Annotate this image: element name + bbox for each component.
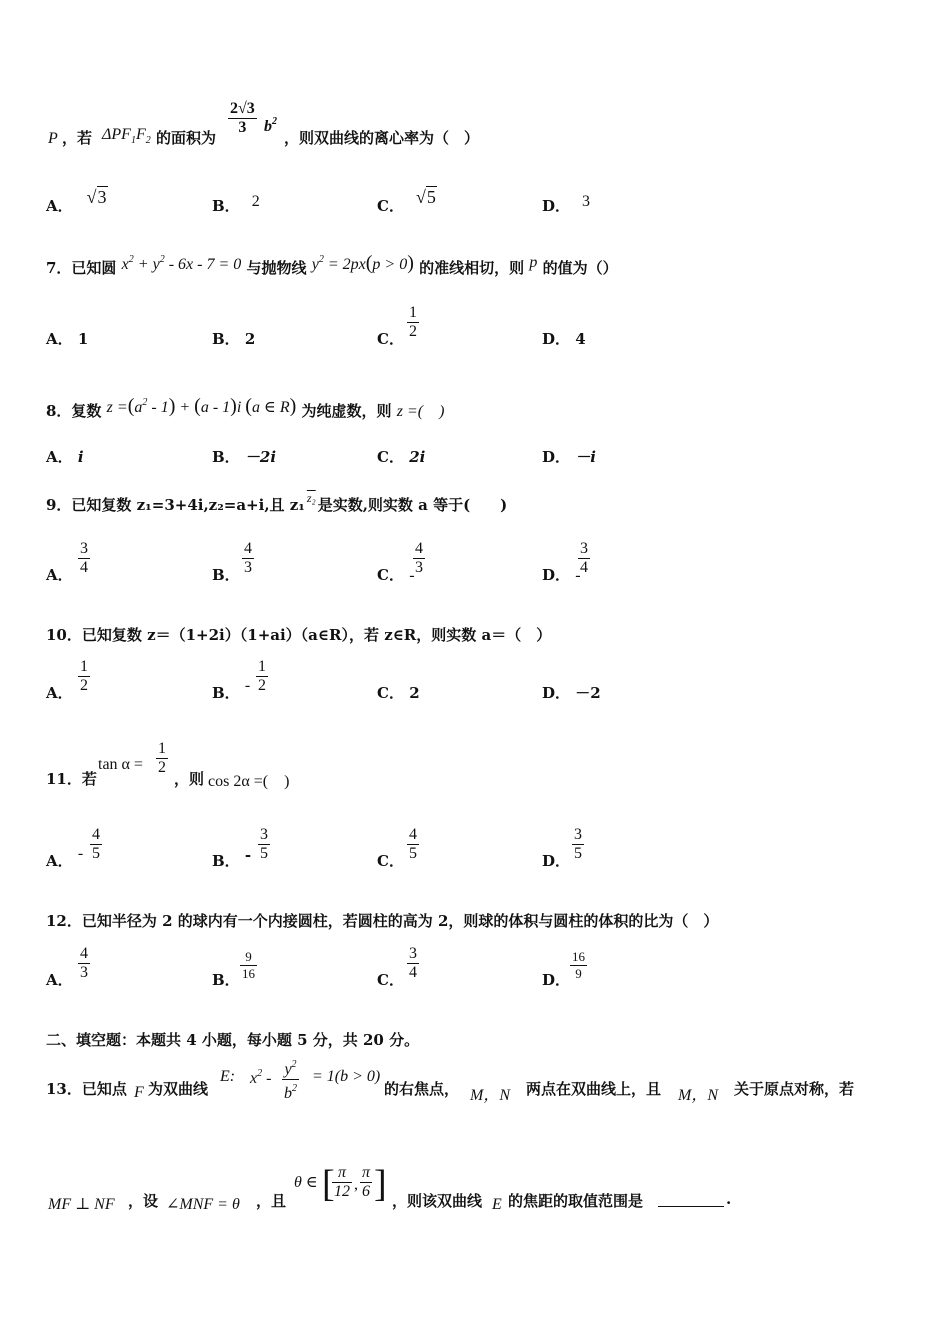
q7-option-c[interactable]: C． $\frac{1}{2}$ bbox=[377, 304, 417, 348]
section-2-heading: 二、填空题：本题共 4 小题，每小题 5 分，共 20 分。 bbox=[46, 1031, 420, 1049]
q11-option-b[interactable]: B． - $\frac{3}{5}$ bbox=[212, 826, 268, 870]
q9-option-b[interactable]: B． $\frac{4}{3}$ bbox=[212, 540, 252, 584]
q10-option-b[interactable]: B． - $\frac{1}{2}$ bbox=[212, 658, 266, 702]
q12-option-c[interactable]: C． $\frac{3}{4}$ bbox=[377, 945, 417, 989]
q10-stem: 10．已知复数 z＝（1+2i）（1+ai）（a∈R），若 z∈R，则实数 a＝（ ） bbox=[46, 626, 552, 644]
q10-option-a[interactable]: A． $\frac{1}{2}$ bbox=[46, 658, 88, 702]
q7-stem: 7．已知圆 $x^2 + y^2 - 6x - 7 = 0$ 与抛物线 $y^2 = 2px(p > 0)$ 的准线相切，则 p 的值为（） bbox=[46, 252, 618, 277]
q6-option-d[interactable]: D． 3 bbox=[542, 193, 591, 215]
q9-stem: 9．已知复数 z₁=3+4i,z₂=a+i,且 z₁ $^{z_2}$ 是实数,则实数 a 等于( ) bbox=[46, 491, 508, 514]
q8-option-c[interactable]: C． 2i bbox=[377, 448, 426, 466]
q7-parabola-equation: $y^2 = 2px(p > 0)$ bbox=[311, 252, 414, 274]
q7-option-b[interactable]: B． 2 bbox=[212, 330, 256, 348]
q8-option-a[interactable]: A． i bbox=[46, 448, 84, 466]
q6-option-c[interactable]: C． √5 bbox=[377, 187, 436, 215]
q12-option-a[interactable]: A． $\frac{4}{3}$ bbox=[46, 945, 88, 989]
q12-option-d[interactable]: D． $\frac{16}{9}$ bbox=[542, 949, 585, 989]
q12-option-b[interactable]: B． $\frac{9}{16}$ bbox=[212, 949, 255, 989]
q7-option-d[interactable]: D． 4 bbox=[542, 330, 586, 348]
q8-stem: 8．复数 $z =(a^2 - 1) + (a - 1)i$ (a ∈ R) 为纯虚数，则 z =( ) bbox=[46, 395, 445, 420]
q11-option-a[interactable]: A． - $\frac{4}{5}$ bbox=[46, 826, 100, 870]
exam-page: P ，若 $\Delta PF_1F_2$ 的面积为 $\frac{2√3}{3}$ $b^2$ ，则双曲线的离心率为（ ） A． √3 B． 2 C． √5 D． 3 7．已知圆 $x^2 + y^2 - 6x - 7 = 0$ 与抛物线 $y^2 = 2px(p > 0)$ 的准线相切，则 p 的值为（） A． 1 B． 2 C． $\frac{1}{2}$ D． 4 8．复数 $z =(a^2 - 1) + (a - 1)i$ (a ∈ R) 为纯虚数，则 z =( ) A． i B． －2i C． 2i D． －i 9．已知复数 z₁=3+4i,z₂=a+i,且 z₁ $^{z_2}$ 是实数,则实数 a 等于( ) A． $\frac{3}{4}$ B． $\frac{4}{3}$ C． - $\frac{4}{3}$ D． - $\frac{3}{4}$ 10．已知复数 z＝（1+2i）（1+ai）（a∈R），若 z∈R，则实数 a＝（ ） A． $\frac{1}{2}$ B． - $\frac{1}{2}$ C． 2 D． －2 11．若 tan α = $\frac{1}{2}$ ，则 cos 2α =( ) A． - $\frac{4}{5}$ B． - $\frac{3}{5}$ C． $\frac{4}{5}$ D． $\frac{3}{5}$ 12．已知半径为 2 的球内有一个内接圆柱，若圆柱的高为 2，则球的体积与圆柱的体积的比为（ ） A． $\frac{4}{3}$ B． $\frac{9}{16}$ C． $\frac{3}{4}$ D． $\frac{16}{9}$ 二、填空题：本题共 4 小题，每小题 5 分，共 20 分。 13．已知点 F 为双曲线 E: $x^2$ - $\frac{y^2}{b^2}$ = 1(b > 0) 的右焦点， M，N 两点在双曲线上，且 M，N 关于原点对称，若 MF ⊥ NF ，设 ∠MNF = θ ，且 θ ∈ [ $\frac{\pi}{12}$ , $\frac{\pi}{6}$ ] ，则该双曲线 E 的焦距的取值范围是 . bbox=[46, 100, 855, 1213]
q7-circle-equation: $x^2 + y^2 - 6x - 7 = 0$ bbox=[121, 254, 242, 273]
q9-option-d[interactable]: D． - $\frac{3}{4}$ bbox=[542, 540, 588, 584]
q9-option-a[interactable]: A． $\frac{3}{4}$ bbox=[46, 540, 88, 584]
q10-option-d[interactable]: D． －2 bbox=[542, 684, 601, 702]
q6-area-fraction: $\frac{2√3}{3}$ bbox=[230, 100, 255, 136]
q7-option-a[interactable]: A． 1 bbox=[46, 330, 89, 348]
q8-option-b[interactable]: B． －2i bbox=[212, 448, 277, 466]
q8-option-d[interactable]: D． －i bbox=[542, 448, 596, 466]
q6-option-a[interactable]: A． √3 bbox=[46, 187, 107, 215]
q6-p: P bbox=[48, 130, 58, 147]
q13-x-squared: $x^2$ - bbox=[250, 1068, 272, 1087]
q10-option-c[interactable]: C． 2 bbox=[377, 684, 420, 702]
q9-option-c[interactable]: C． - $\frac{4}{3}$ bbox=[377, 540, 423, 584]
q11-option-c[interactable]: C． $\frac{4}{5}$ bbox=[377, 826, 417, 870]
q8-expression: $z =(a^2 - 1) + (a - 1)i$ (a ∈ R) bbox=[106, 395, 297, 417]
q6-triangle: $\Delta PF_1F_2$ bbox=[102, 126, 151, 146]
q11-option-d[interactable]: D． $\frac{3}{5}$ bbox=[542, 826, 582, 870]
q12-stem: 12．已知半径为 2 的球内有一个内接圆柱，若圆柱的高为 2，则球的体积与圆柱的体积的比为（ ） bbox=[46, 912, 719, 930]
q6-option-b[interactable]: B． 2 bbox=[212, 193, 260, 215]
q13-answer-blank[interactable] bbox=[658, 1192, 724, 1207]
